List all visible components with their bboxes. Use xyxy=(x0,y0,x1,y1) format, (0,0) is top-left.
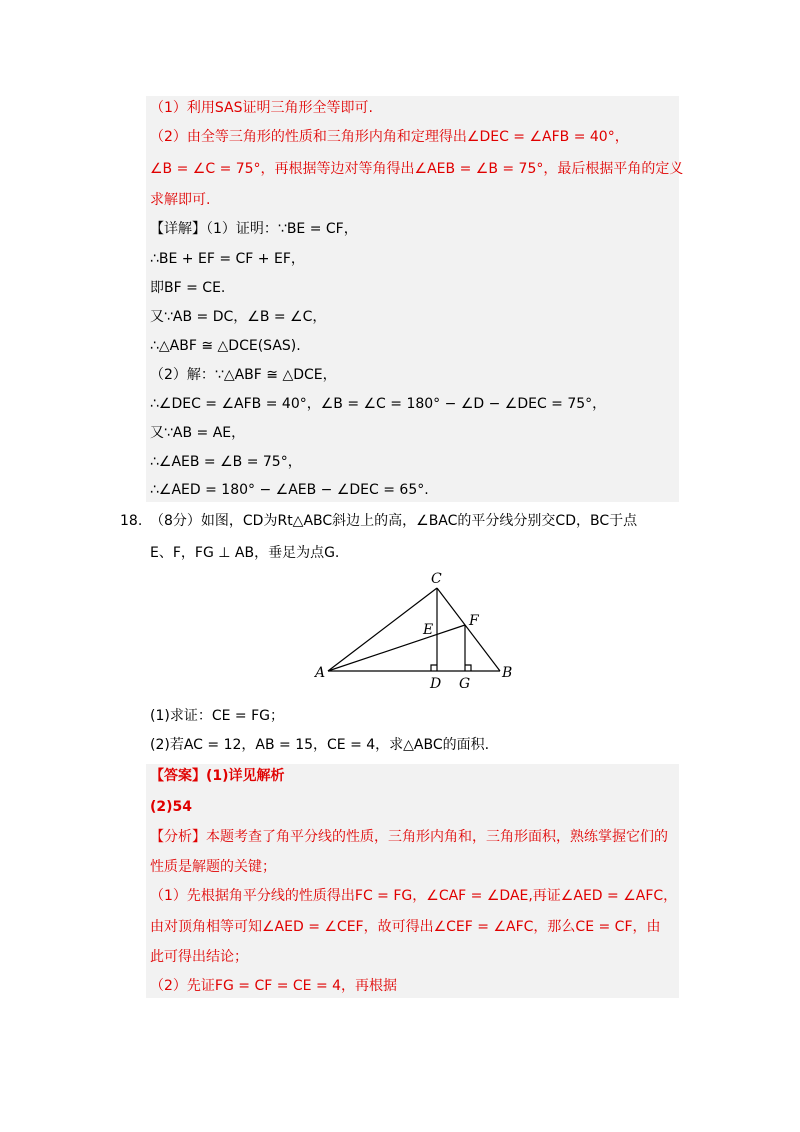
question-part-2: (2)若AC = 12，AB = 15，CE = 4，求△ABC的面积. xyxy=(150,737,490,753)
detail-line-2: ∴BE + EF = CF + EF， xyxy=(150,251,305,267)
right-angle-mark-d xyxy=(431,665,437,671)
question-part-1: (1)求证：CE = FG； xyxy=(150,708,284,724)
analysis18-line-5: 此可得出结论； xyxy=(150,949,248,965)
question-number: 18. xyxy=(120,513,143,529)
detail-line-5: ∴△ABF ≅ △DCE(SAS). xyxy=(150,338,301,354)
label-a: A xyxy=(315,665,326,681)
analysis18-line-4: 由对顶角相等可知∠AED = ∠CEF，故可得出∠CEF = ∠AFC，那么CE = CF，由 xyxy=(150,919,661,935)
label-b: B xyxy=(502,665,513,681)
detail-line-9: ∴∠AEB = ∠B = 75°， xyxy=(150,454,302,470)
analysis-line-1: （1）利用SAS证明三角形全等即可. xyxy=(150,100,373,116)
analysis18-line-1: 【分析】本题考查了角平分线的性质，三角形内角和，三角形面积，熟练掌握它们的 xyxy=(150,829,668,845)
analysis-line-4: 求解即可. xyxy=(150,192,211,208)
segment-ac xyxy=(328,588,437,671)
detail-line-7: ∴∠DEC = ∠AFB = 40°，∠B = ∠C = 180° − ∠D − ∠DEC = 75°， xyxy=(150,396,607,412)
label-g: G xyxy=(459,676,471,692)
detail-line-8: 又∵AB = AE， xyxy=(150,425,246,441)
analysis18-line-6: （2）先证FG = CF = CE = 4，再根据 xyxy=(150,978,398,994)
label-c: C xyxy=(431,571,442,587)
analysis18-line-3: （1）先根据角平分线的性质得出FC = FG，∠CAF = ∠DAE,再证∠AED = ∠AFC， xyxy=(150,888,678,904)
label-e: E xyxy=(423,622,434,638)
label-d: D xyxy=(430,676,442,692)
detail-line-3: 即BF = CE. xyxy=(150,280,226,296)
answer-line-2: (2)54 xyxy=(150,799,193,815)
detail-line-1: 【详解】（1）证明：∵BE = CF， xyxy=(150,221,358,237)
right-angle-mark-g xyxy=(465,665,471,671)
triangle-figure xyxy=(310,568,520,693)
analysis18-line-2: 性质是解题的关键； xyxy=(150,859,276,875)
detail-line-6: （2）解：∵△ABF ≅ △DCE， xyxy=(150,367,337,383)
detail-line-4: 又∵AB = DC，∠B = ∠C， xyxy=(150,309,327,325)
question-line-1: （8分）如图，CD为Rt△ABC斜边上的高，∠BAC的平分线分别交CD，BC于点 xyxy=(150,513,638,529)
segment-af xyxy=(328,625,465,671)
analysis-line-2: （2）由全等三角形的性质和三角形内角和定理得出∠DEC = ∠AFB = 40°， xyxy=(150,129,629,145)
question-line-2: E、F，FG ⊥ AB，垂足为点G. xyxy=(150,545,340,561)
answer-line-1: 【答案】(1)详见解析 xyxy=(150,768,285,784)
analysis-line-3: ∠B = ∠C = 75°，再根据等边对等角得出∠AEB = ∠B = 75°，最后根据平角的定义 xyxy=(150,161,684,177)
segment-bc xyxy=(437,588,500,671)
label-f: F xyxy=(469,613,479,629)
detail-line-10: ∴∠AED = 180° − ∠AEB − ∠DEC = 65°. xyxy=(150,482,429,498)
